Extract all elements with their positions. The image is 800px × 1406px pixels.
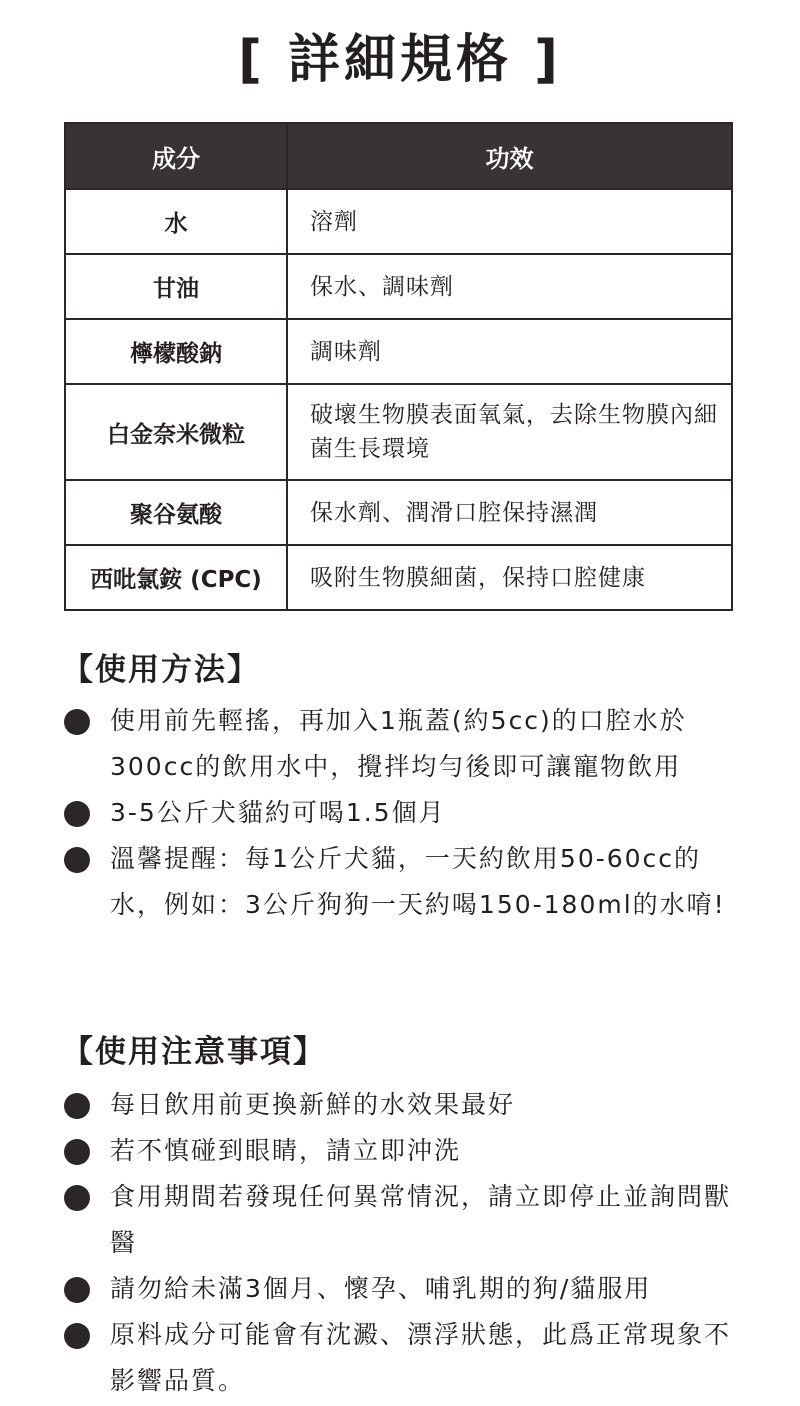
- bullet-icon: [64, 1323, 90, 1349]
- table-row: [65, 384, 732, 480]
- cautions-list: [64, 1082, 744, 1404]
- cautions-section-title: 【使用注意事項】: [62, 1034, 326, 1070]
- list-item: [64, 790, 744, 836]
- bullet-icon: [64, 709, 90, 735]
- spec-table: [64, 122, 733, 611]
- caution-item-text: 若不慎碰到眼睛，請立即沖洗: [110, 1136, 462, 1165]
- effect-cell: 調味劑: [287, 319, 732, 384]
- effect-cell: 保水、調味劑: [287, 254, 732, 319]
- list-item: [64, 1174, 744, 1266]
- caution-item-text: 每日飲用前更換新鮮的水效果最好: [110, 1090, 516, 1119]
- page-title: [ 詳細規格 ]: [238, 30, 562, 90]
- caution-item-text: 食用期間若發現任何異常情況，請立即停止並詢問獸醫: [110, 1182, 732, 1257]
- bullet-icon: [64, 847, 90, 873]
- table-row: [65, 545, 732, 610]
- ingredient-cell: 聚谷氨酸: [65, 480, 287, 545]
- list-item: [64, 698, 744, 790]
- usage-list: [64, 698, 744, 928]
- list-item: [64, 1312, 744, 1404]
- bullet-icon: [64, 1093, 90, 1119]
- ingredient-cell: 白金奈米微粒: [65, 384, 287, 480]
- ingredient-cell: 西吡氯銨 (CPC): [65, 545, 287, 610]
- usage-item-text: 使用前先輕搖，再加入1瓶蓋(約5cc)的口腔水於300cc的飲用水中，攪拌均勻後即可讓寵物飲用: [110, 706, 687, 781]
- table-row: [65, 189, 732, 254]
- effect-cell: 溶劑: [287, 189, 732, 254]
- column-header-effect: 功效: [287, 123, 732, 189]
- table-row: [65, 319, 732, 384]
- usage-section-title: 【使用方法】: [62, 652, 260, 688]
- caution-item-text: 原料成分可能會有沈澱、漂浮狀態，此爲正常現象不影響品質。: [110, 1320, 732, 1395]
- ingredient-cell: 檸檬酸鈉: [65, 319, 287, 384]
- usage-item-text: 溫馨提醒：每1公斤犬貓，一天約飲用50-60cc的水，例如：3公斤狗狗一天約喝150-180ml的水唷!: [110, 844, 726, 919]
- effect-cell: 保水劑、潤滑口腔保持濕潤: [287, 480, 732, 545]
- table-row: [65, 480, 732, 545]
- ingredient-cell: 甘油: [65, 254, 287, 319]
- column-header-ingredient: 成分: [65, 123, 287, 189]
- caution-item-text: 請勿給未滿3個月、懷孕、哺乳期的狗/貓服用: [110, 1274, 652, 1303]
- table-row: [65, 254, 732, 319]
- bullet-icon: [64, 1277, 90, 1303]
- list-item: [64, 836, 744, 928]
- usage-item-text: 3-5公斤犬貓約可喝1.5個月: [110, 798, 446, 827]
- list-item: [64, 1266, 744, 1312]
- list-item: [64, 1128, 744, 1174]
- bullet-icon: [64, 1185, 90, 1211]
- list-item: [64, 1082, 744, 1128]
- bullet-icon: [64, 801, 90, 827]
- ingredient-cell: 水: [65, 189, 287, 254]
- effect-cell: 破壞生物膜表面氧氣，去除生物膜內細菌生長環境: [287, 384, 732, 480]
- bullet-icon: [64, 1139, 90, 1165]
- effect-cell: 吸附生物膜細菌，保持口腔健康: [287, 545, 732, 610]
- table-header-row: [65, 123, 732, 189]
